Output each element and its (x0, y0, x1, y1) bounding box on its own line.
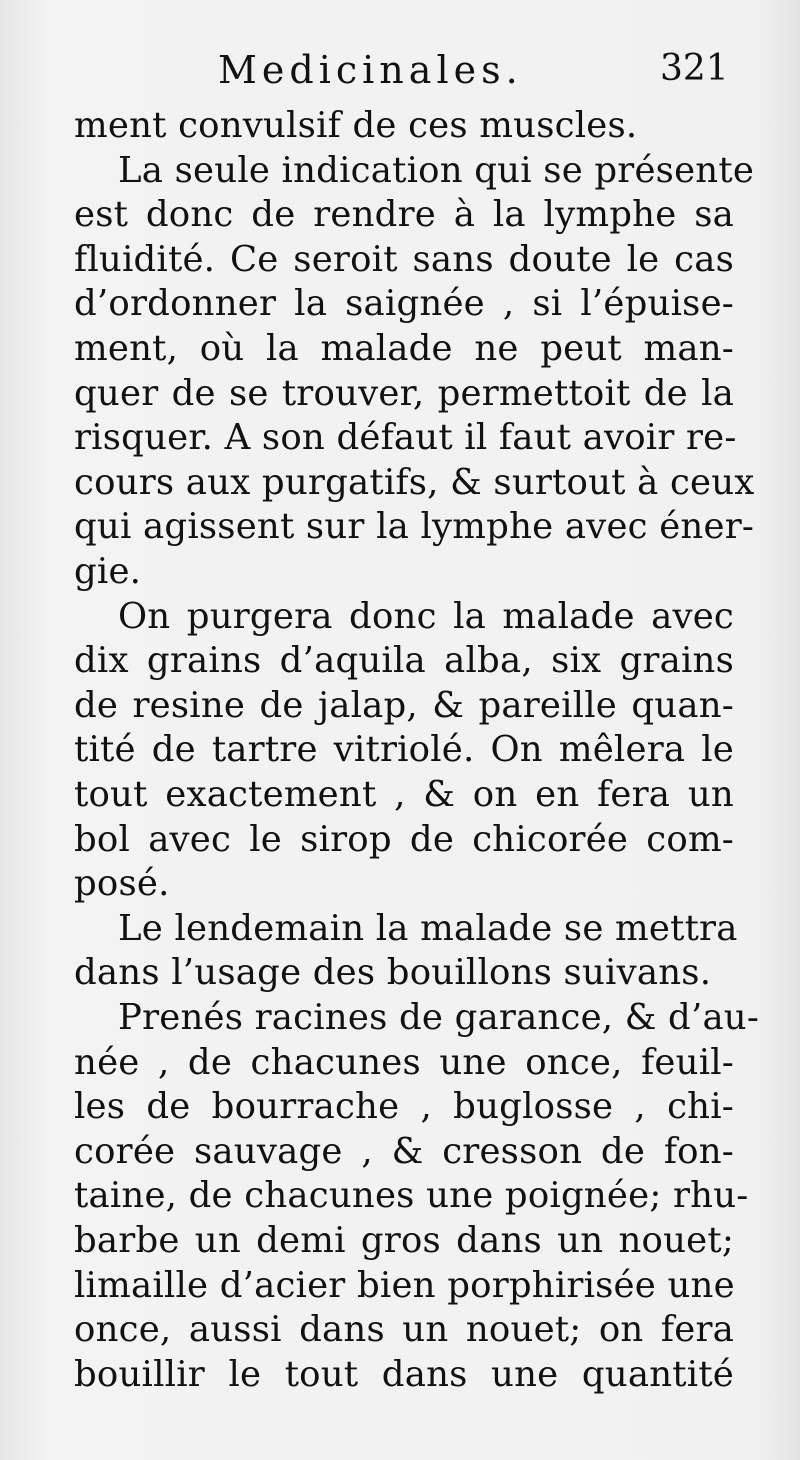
text-line: fluidité. Ce seroit sans doute le cas (74, 238, 734, 280)
text-line: qui agissent sur la lymphe avec éner- (74, 506, 755, 548)
text-line: taine, de chacunes une poignée; rhu- (74, 1175, 749, 1217)
text-line: ment, où la malade ne peut man- (74, 328, 734, 369)
text-line: Le lendemain la malade se mettra (118, 907, 738, 949)
text-line: quer de se trouver, permettoit de la (74, 372, 734, 414)
text-line: limaille d’acier bien porphirisée une (74, 1264, 735, 1306)
text-line: bol avec le sirop de chicorée com- (74, 818, 734, 860)
running-head: Medicinales. (218, 48, 523, 92)
text-line: de resine de jalap, & pareille quan- (74, 684, 734, 726)
text-line: ment convulsif de ces muscles. (74, 105, 638, 146)
text-line: cours aux purgatifs, & surtout à ceux (74, 461, 755, 503)
text-line: dix grains d’aquila alba, six grains (74, 640, 734, 682)
text-line: risquer. A son défaut il faut avoir re- (74, 417, 737, 459)
text-line: On purgera donc la malade avec (118, 595, 734, 637)
text-line: née , de chacunes une once, feuil- (74, 1041, 734, 1083)
text-line: tout exactement , & on en fera un (74, 774, 734, 815)
text-line: barbe un demi gros dans un nouet; (74, 1220, 734, 1261)
text-line: dans l’usage des bouillons suivans. (74, 952, 712, 994)
text-line: Prenés racines de garance, & d’au- (118, 997, 760, 1038)
text-line: tité de tartre vitriolé. On mêlera le (74, 729, 734, 771)
text-line: les de bourrache , buglosse , chi- (74, 1086, 734, 1128)
text-line: La seule indication qui se présente (118, 149, 755, 191)
page-number: 321 (660, 48, 729, 89)
text-line: d’ordonner la saignée , si l’épuise- (74, 283, 734, 325)
text-line: est donc de rendre à la lymphe sa (74, 194, 734, 236)
text-line: bouillir le tout dans une quantité (74, 1353, 734, 1395)
text-line: once, aussi dans un nouet; on fera (74, 1309, 734, 1351)
text-line: gie. (74, 551, 142, 592)
text-line: corée sauvage , & cresson de fon- (74, 1130, 734, 1172)
text-line: posé. (74, 863, 170, 905)
page-header (0, 48, 800, 108)
